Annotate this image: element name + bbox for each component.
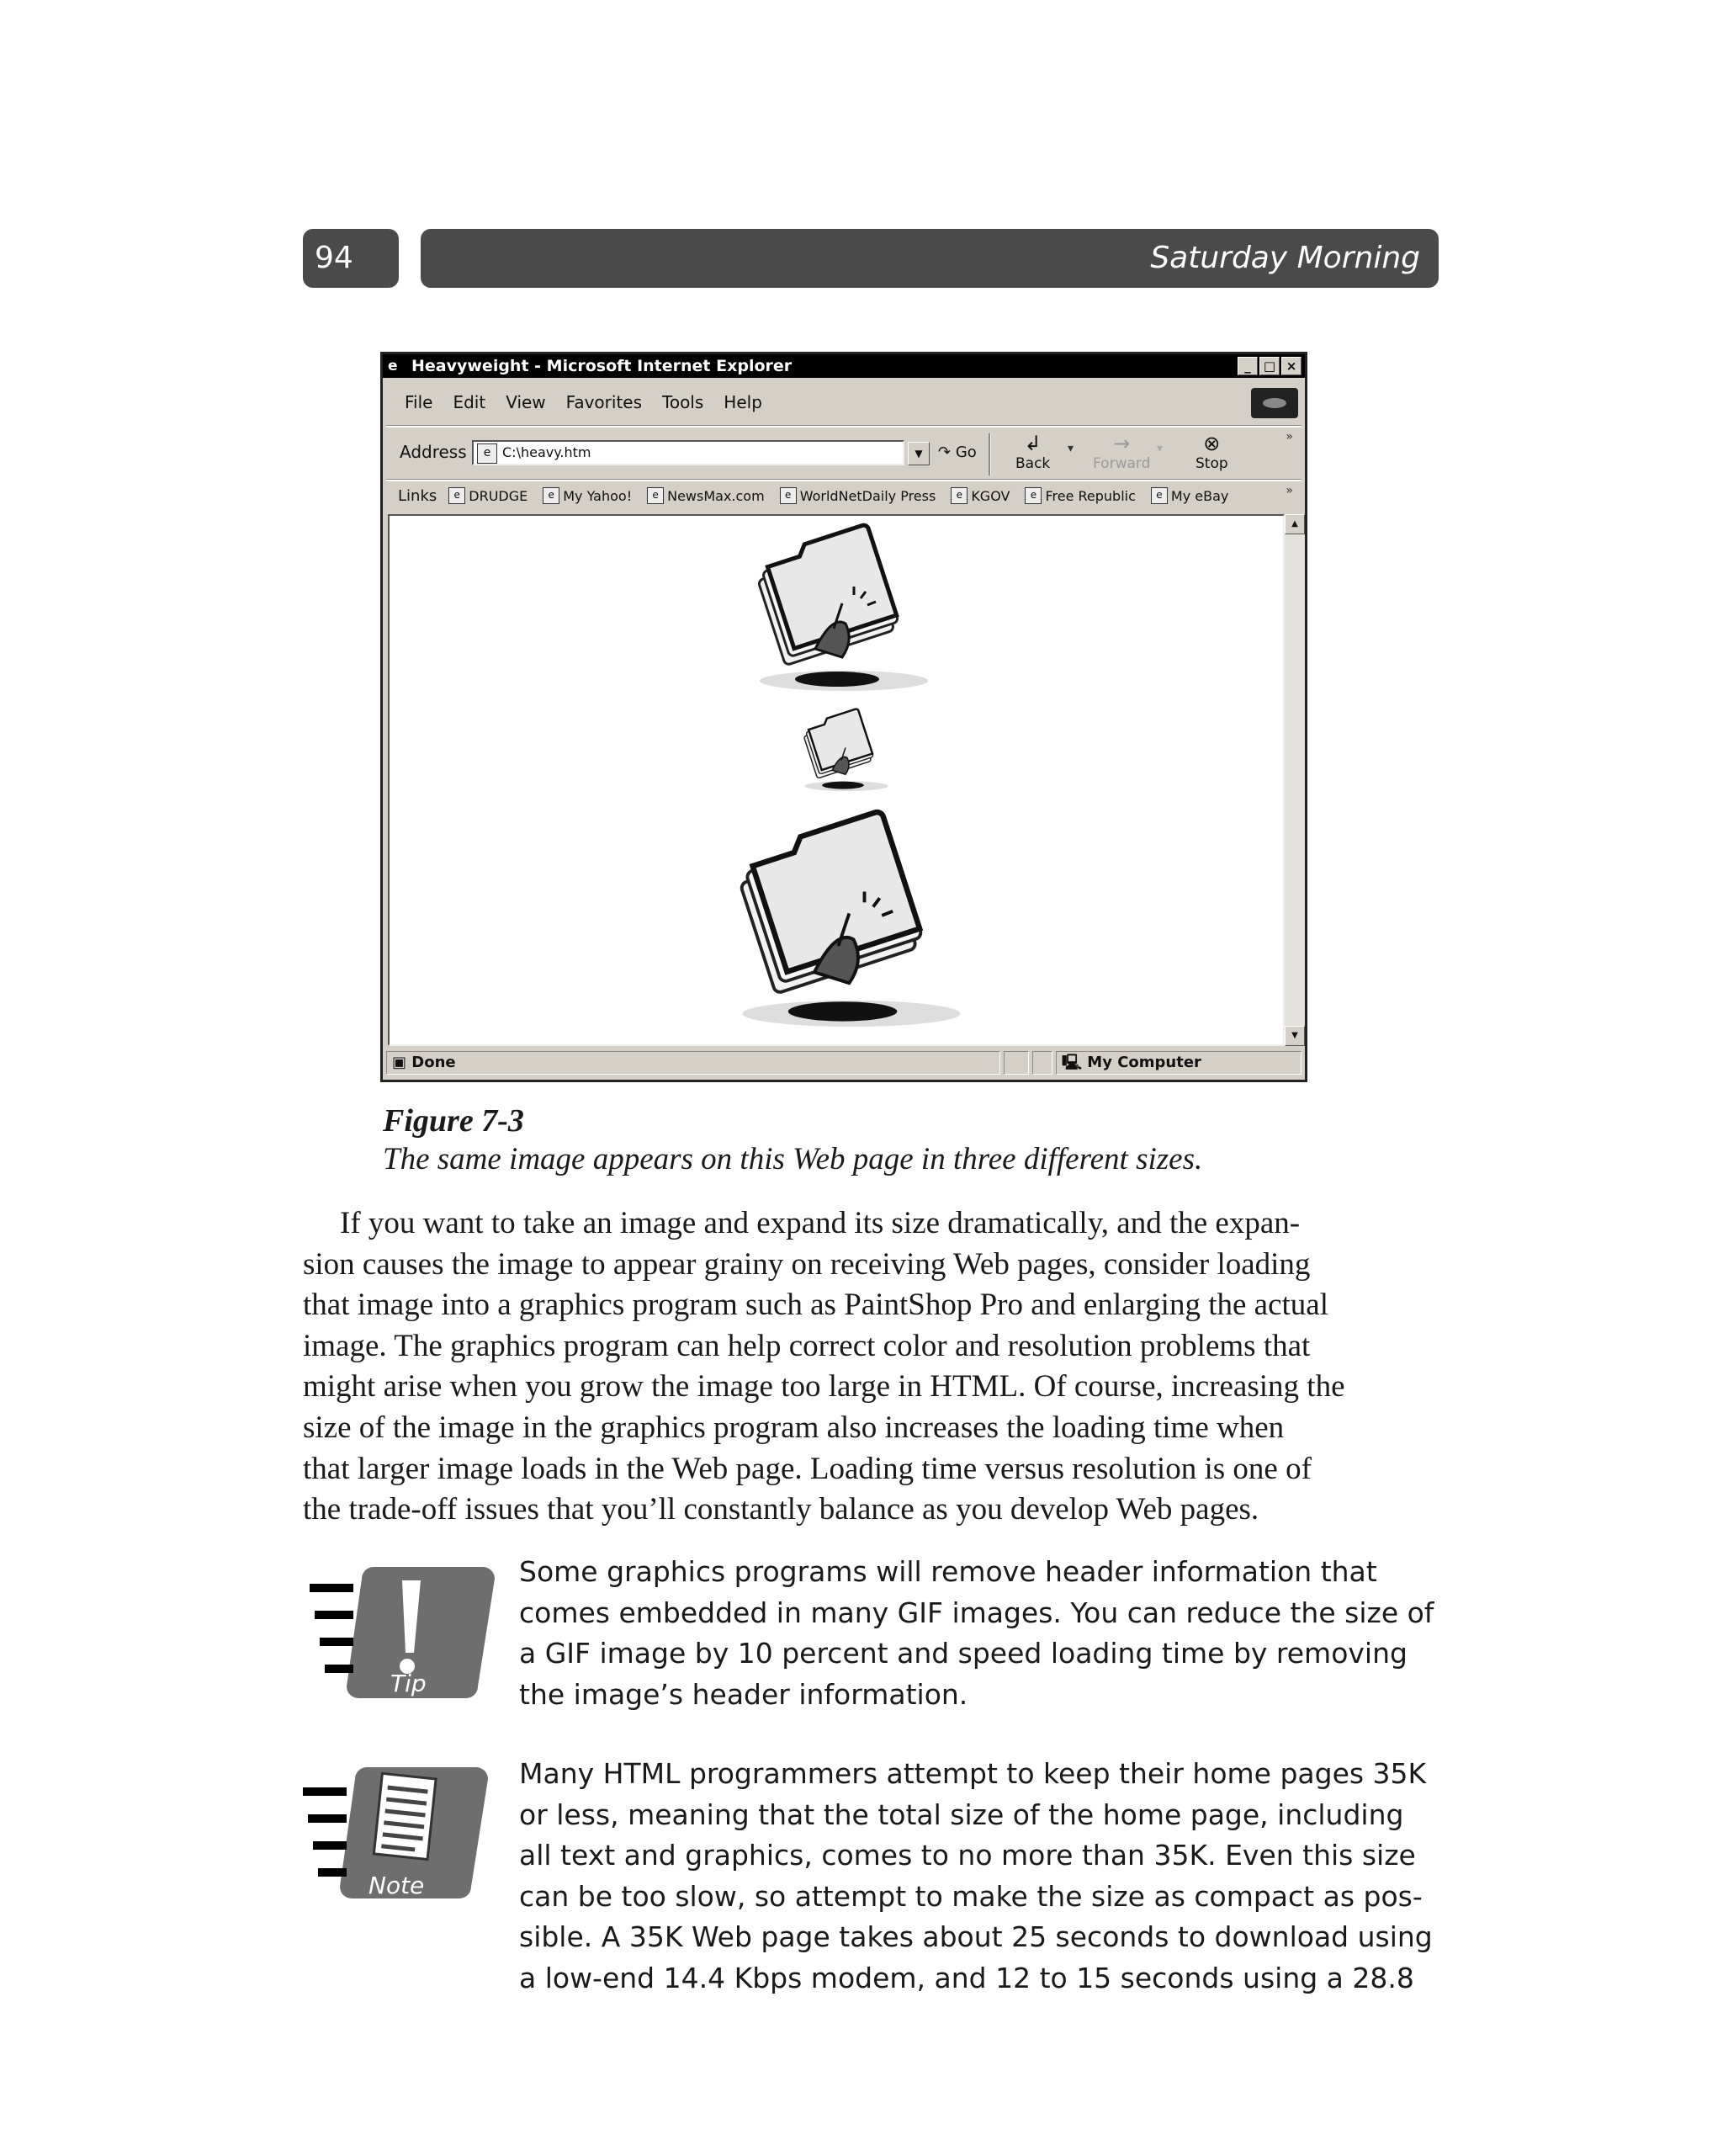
body-line: might arise when you grow the image too large in HTML. Of course, increasing the — [303, 1369, 1345, 1405]
menu-edit[interactable]: Edit — [453, 392, 486, 412]
close-button[interactable]: × — [1281, 357, 1302, 375]
links-overflow-icon[interactable]: » — [1286, 484, 1293, 497]
link-label: My eBay — [1170, 487, 1229, 504]
stop-label: Stop — [1195, 455, 1228, 472]
folder-character-image-small — [792, 708, 893, 795]
address-label: Address — [400, 442, 467, 462]
section-title: Saturday Morning — [421, 229, 1439, 288]
address-input[interactable] — [472, 440, 904, 465]
note-line: can be too slow, so attempt to make the size as compact as pos- — [519, 1879, 1423, 1913]
link-label: KGOV — [971, 487, 1010, 504]
body-line: that larger image loads in the Web page. Loading time versus resolution is one of — [303, 1451, 1312, 1486]
zone-label: My Computer — [1087, 1054, 1201, 1071]
forward-label: Forward — [1093, 455, 1151, 472]
link-page-icon: e — [1025, 487, 1042, 504]
security-zone — [1056, 1051, 1302, 1075]
page-number: 94 — [303, 229, 399, 288]
address-dropdown-button[interactable]: ▼ — [908, 442, 930, 465]
tip-line: comes embedded in many GIF images. You can reduce the size of — [519, 1596, 1434, 1629]
status-bar — [386, 1049, 1302, 1076]
forward-dropdown-icon[interactable]: ▾ — [1157, 442, 1164, 455]
menu-tools[interactable]: Tools — [662, 392, 704, 412]
link-label: WorldNetDaily Press — [799, 487, 936, 504]
address-bar — [395, 430, 1296, 479]
links-label: Links — [398, 486, 437, 505]
note-line: a low-end 14.4 Kbps modem, and 12 to 15 seconds using a 28.8 — [519, 1961, 1414, 1994]
menu-favorites[interactable]: Favorites — [565, 392, 643, 412]
status-text — [386, 1051, 1000, 1075]
link-page-icon: e — [543, 487, 559, 504]
scroll-down-button[interactable]: ▼ — [1285, 1026, 1305, 1046]
link-label: DRUDGE — [469, 487, 528, 504]
note-line: Many HTML programmers attempt to keep their home pages 35K — [519, 1757, 1427, 1790]
back-dropdown-icon[interactable]: ▾ — [1068, 442, 1074, 455]
link-my-yahoo[interactable] — [543, 487, 632, 504]
stop-icon: ⊗ — [1203, 432, 1221, 455]
body-line: sion causes the image to appear grainy on receiving Web pages, consider loading — [303, 1246, 1311, 1282]
note-icon — [300, 1759, 490, 1904]
body-line: size of the image in the graphics program also increases the loading time when — [303, 1410, 1285, 1445]
browser-window — [380, 352, 1307, 1082]
window-title: Heavyweight - Microsoft Internet Explorer — [411, 357, 793, 375]
tip-line: Some graphics programs will remove header information that — [519, 1555, 1377, 1588]
tip-icon — [306, 1559, 495, 1702]
menu-file[interactable]: File — [405, 392, 433, 412]
back-button[interactable] — [1015, 432, 1050, 472]
link-free-republic[interactable] — [1025, 487, 1135, 504]
note-line: sible. A 35K Web page takes about 25 seconds to download using — [519, 1920, 1433, 1953]
forward-arrow-icon: → — [1113, 432, 1131, 455]
link-my-ebay[interactable] — [1151, 487, 1228, 504]
note-text — [519, 1754, 1445, 1999]
address-value: C:\heavy.htm — [502, 444, 591, 460]
note-icon-label: Note — [368, 1872, 425, 1899]
toolbar-overflow-icon[interactable]: » — [1286, 430, 1293, 443]
link-page-icon: e — [647, 487, 664, 504]
stop-button[interactable] — [1195, 432, 1228, 472]
page-content — [388, 514, 1285, 1046]
computer-icon: 🖳 — [1062, 1054, 1088, 1071]
go-button[interactable]: ↷ Go — [938, 443, 977, 461]
tip-line: a GIF image by 10 percent and speed loading time by removing — [519, 1637, 1408, 1670]
minimize-button[interactable]: _ — [1238, 357, 1258, 375]
tip-text — [519, 1552, 1445, 1715]
title-bar — [383, 354, 1305, 378]
link-label: Free Republic — [1045, 487, 1136, 504]
body-line: that image into a graphics program such as PaintShop Pro and enlarging the actual — [303, 1288, 1328, 1323]
forward-button[interactable] — [1093, 432, 1150, 472]
note-line: or less, meaning that the total size of the home page, including — [519, 1798, 1404, 1831]
back-label: Back — [1015, 455, 1051, 472]
note-line: all text and graphics, comes to no more than 35K. Even this size — [519, 1839, 1416, 1872]
body-line: If you want to take an image and expand its size dramatically, and the expan- — [340, 1206, 1301, 1240]
status-page-icon: ▣ — [392, 1054, 412, 1071]
body-line: the trade-off issues that you’ll constantly balance as you develop Web pages. — [303, 1492, 1259, 1527]
windows-logo-icon — [1251, 388, 1298, 418]
tip-icon-label: Tip — [390, 1670, 427, 1697]
menu-bar — [395, 388, 1246, 417]
body-line: image. The graphics program can help correct color and resolution problems that — [303, 1328, 1311, 1363]
back-arrow-icon: ↲ — [1024, 432, 1042, 455]
page-icon: e — [477, 443, 497, 464]
folder-character-image-large — [706, 809, 975, 1038]
go-label: Go — [955, 443, 977, 461]
link-page-icon: e — [951, 487, 968, 504]
status-panel — [1032, 1051, 1052, 1075]
link-drudge[interactable] — [448, 487, 528, 504]
link-page-icon: e — [780, 487, 797, 504]
link-newsmax[interactable] — [647, 487, 765, 504]
link-page-icon: e — [448, 487, 465, 504]
menu-view[interactable]: View — [506, 392, 546, 412]
link-label: My Yahoo! — [563, 487, 633, 504]
ie-app-icon: e — [388, 358, 398, 374]
status-done: Done — [411, 1054, 456, 1071]
status-panel — [1004, 1051, 1029, 1075]
link-kgov[interactable] — [951, 487, 1010, 504]
toolbar-separator — [989, 433, 991, 475]
maximize-button[interactable]: □ — [1259, 357, 1280, 375]
link-page-icon: e — [1151, 487, 1168, 504]
body-paragraph — [303, 1203, 1440, 1531]
links-bar — [395, 481, 1296, 511]
figure-caption: The same image appears on this Web page in three different sizes. — [383, 1142, 1203, 1176]
tip-line: the image’s header information. — [519, 1677, 968, 1711]
figure-label: Figure 7-3 — [383, 1103, 524, 1139]
scroll-up-button[interactable]: ▲ — [1285, 514, 1305, 534]
menu-help[interactable]: Help — [724, 392, 762, 412]
toolbar-divider — [386, 425, 1302, 427]
window-controls — [1238, 357, 1302, 375]
link-worldnetdaily[interactable] — [780, 487, 936, 504]
folder-character-image-medium — [734, 523, 936, 699]
link-label: NewsMax.com — [667, 487, 765, 504]
vertical-scrollbar[interactable] — [1285, 514, 1305, 1046]
